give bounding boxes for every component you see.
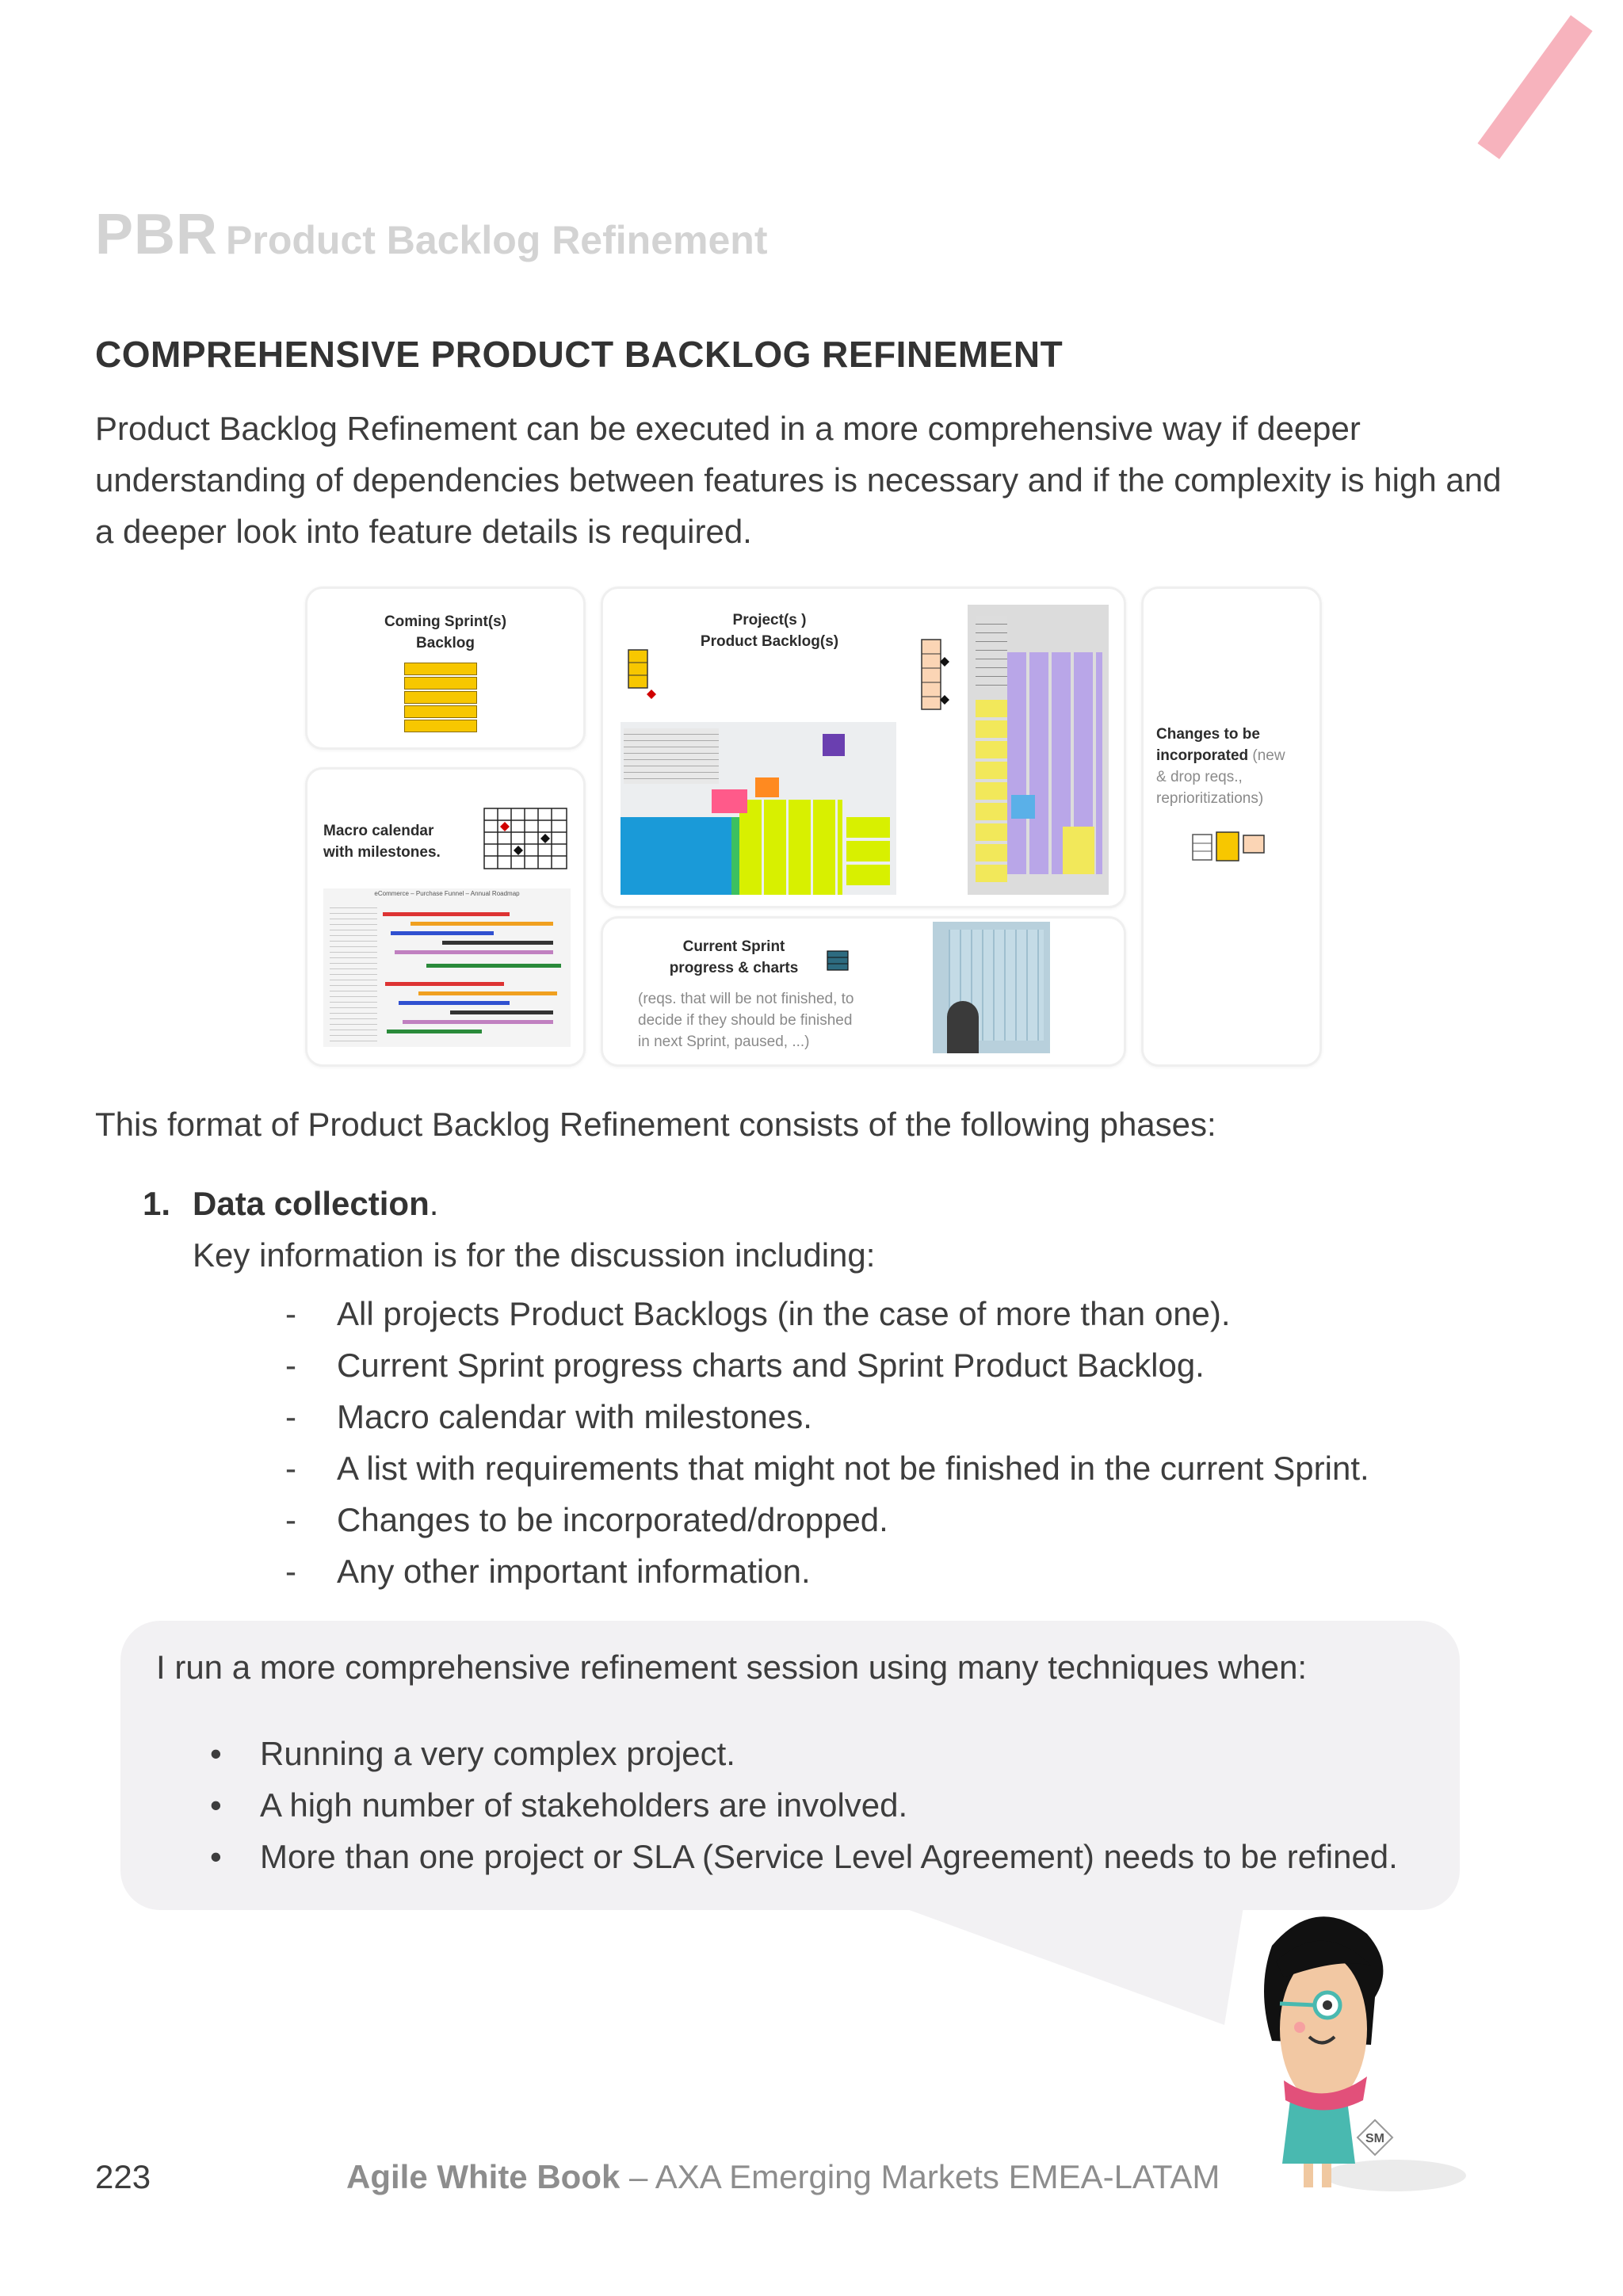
sprint-chart-photo bbox=[933, 922, 1050, 1053]
project-backlog-small-icon bbox=[627, 648, 659, 704]
current-sprint-note: (reqs. that will be not finished, to decide if they should be finished in next Sprint, paused, ...) bbox=[638, 991, 854, 1050]
intro-paragraph: Product Backlog Refinement can be executed in a more comprehensive way if deeper understanding of dependencies between features is necessary and if the complexity is high and a deeper look into feature details is required. bbox=[95, 410, 1502, 550]
sprint-backlog-icon bbox=[404, 663, 477, 732]
chapter-header bbox=[95, 202, 767, 267]
section-title: COMPREHENSIVE PRODUCT BACKLOG REFINEMENT bbox=[95, 334, 1064, 375]
macro-calendar-card bbox=[305, 767, 586, 1067]
roadmap-caption: eCommerce – Purchase Funnel – Annual Roadmap bbox=[374, 890, 520, 897]
coming-sprint-label: Coming Sprint(s) Backlog bbox=[384, 613, 507, 651]
changes-note: (new & drop reqs., reprioritizations) bbox=[1156, 747, 1285, 807]
projects-backlog-card bbox=[601, 586, 1126, 908]
chapter-abbreviation: PBR bbox=[95, 203, 219, 266]
changes-card bbox=[1141, 586, 1322, 1067]
sm-badge: SM bbox=[1365, 2132, 1384, 2145]
bubble-intro: I run a more comprehensive refinement session using many techniques when: bbox=[156, 1648, 1308, 1686]
macro-calendar-label: Macro calendar with milestones. bbox=[323, 823, 441, 861]
coming-sprint-card bbox=[305, 586, 586, 750]
phase-subtitle: Key information is for the discussion including: bbox=[193, 1236, 876, 1274]
footer-book-title: Agile White Book bbox=[346, 2158, 621, 2195]
project-backlog-stack-icon bbox=[920, 638, 952, 717]
phase-title-bold: Data collection bbox=[193, 1185, 430, 1222]
projects-backlog-label: Project(s ) Product Backlog(s) bbox=[700, 612, 839, 650]
changes-label: Changes to be incorporated bbox=[1156, 726, 1260, 764]
phase-title bbox=[193, 1185, 438, 1223]
kanban-wall-photo bbox=[968, 605, 1109, 895]
changes-icon bbox=[1191, 831, 1270, 862]
footer-book-suffix: – AXA Emerging Markets EMEA-LATAM bbox=[620, 2158, 1220, 2195]
roadmap-photo bbox=[323, 888, 571, 1047]
refinement-inputs-figure bbox=[305, 586, 1323, 1066]
corner-decoration bbox=[1477, 15, 1592, 159]
footer-title bbox=[346, 2158, 1220, 2196]
phases-intro: This format of Product Backlog Refinement consists of the following phases: bbox=[95, 1106, 1216, 1143]
calendar-grid-icon bbox=[483, 808, 569, 871]
chapter-full-title: Product Backlog Refinement bbox=[226, 218, 768, 262]
backlog-wall-photo bbox=[621, 722, 896, 895]
current-sprint-label: Current Sprint progress & charts bbox=[669, 938, 799, 976]
changes-text bbox=[1156, 724, 1315, 809]
current-sprint-card bbox=[601, 916, 1126, 1067]
page-number: 223 bbox=[95, 2158, 151, 2195]
phase-title-suffix: . bbox=[429, 1185, 439, 1222]
scrum-master-character bbox=[1236, 1902, 1474, 2195]
chart-icon bbox=[827, 950, 850, 972]
phase-number: 1. bbox=[143, 1185, 171, 1222]
